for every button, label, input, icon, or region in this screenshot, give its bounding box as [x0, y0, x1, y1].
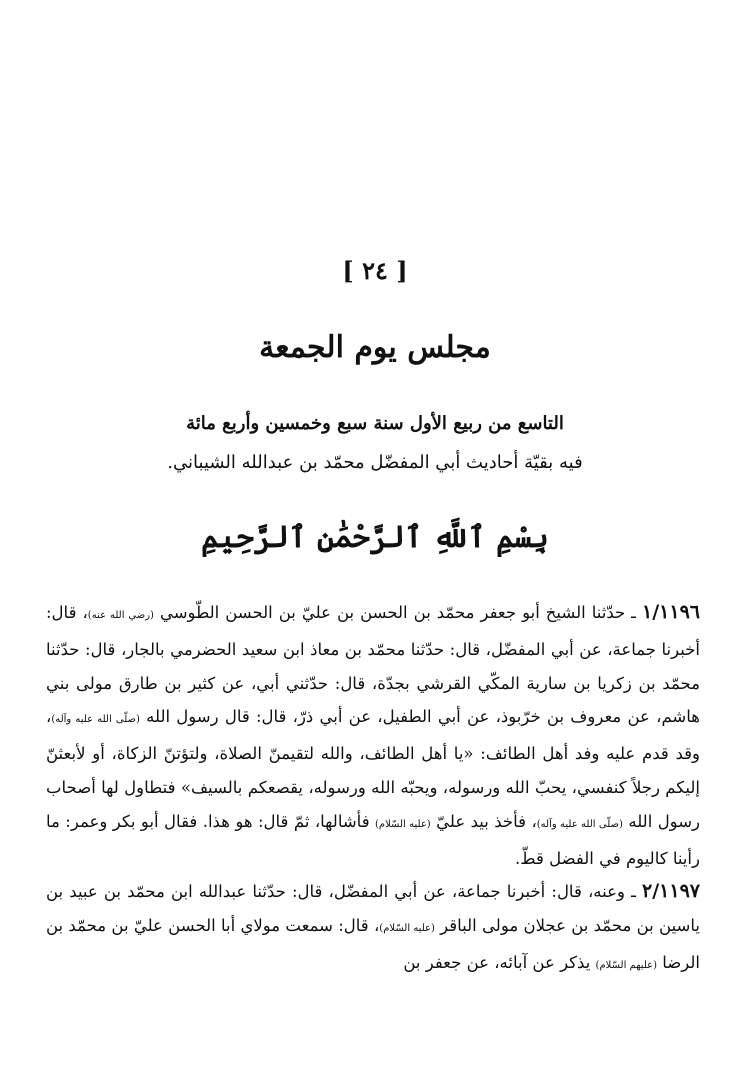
hadith-number: ١/١١٩٦ — [642, 601, 700, 623]
honorific: (رضي الله عنه) — [87, 610, 154, 621]
honorific: (صلّى الله عليه وآله) — [536, 818, 623, 830]
hadith-text: ، قال: سمعت مولاي أبا الحسن عليّ بن محمّد بن الرضا — [46, 916, 700, 972]
honorific: (عليه السّلام) — [379, 923, 435, 935]
hadith-text: فأشالها، ثمّ قال: هو هذا. فقال أبو بكر وعمر: ما رأينا كاليوم في الفضل قطّ. — [46, 811, 700, 868]
majlis-subtitle: فيه بقيّة أحاديث أبي المفضّل محمّد بن عبدالله الشيباني. — [167, 452, 583, 473]
honorific: (عليه السّلام) — [375, 818, 431, 830]
hadith-paragraph — [46, 875, 700, 982]
hadith-text: ، وقد قدم عليه وفد أهل الطائف: «يا أهل الطائف، والله لتقيمنّ الصلاة، ولتؤتنّ الزكاة، أو لأبعثنّ إليكم رجلاً كنفسي، يحبّ الله ورسوله، ويحبّه الله ورسوله، يقصعكم بالسيف» فتطاول لها أصحاب رسول الله — [46, 707, 700, 831]
hadith-text: ـ حدّثنا الشيخ أبو جعفر محمّد بن الحسن بن عليّ بن الحسن الطّوسي — [153, 603, 643, 622]
hadith-number: ٢/١١٩٧ — [642, 880, 700, 903]
date-line: التاسع من ربيع الأول سنة سبع وخمسين وأربع مائة — [186, 413, 564, 434]
honorific: (عليهم السّلام) — [595, 959, 657, 971]
document-body — [46, 596, 700, 983]
hadith-text: ـ وعنه، قال: أخبرنا جماعة، عن أبي المفضّل، قال: حدّثنا عبدالله ابن محمّد بن عبيد بن ياسين بن محمّد بن عجلان مولى الباقر — [46, 882, 700, 936]
hadith-text: ، فأخذ بيد عليّ — [430, 811, 537, 831]
hadith-text: ، قال: أخبرنا جماعة، عن أبي المفضّل، قال: حدّثنا محمّد بن معاذ ابن سعيد الحضرمي بالجار، قال: حدّثنا محمّد بن زكريا بن سارية المكّي القرشي بجدّة، قال: حدّثني أبي، عن كثير بن طارق مولى بني هاشم، عن معروف بن خرّبوذ، عن أبي الطفيل، عن أبي ذرّ، قال: قال رسول الله — [46, 603, 700, 727]
majlis-title: مجلس يوم الجمعة — [259, 330, 491, 365]
basmala: بِسْمِ ٱللَّهِ ٱلرَّحْمَٰنِ ٱلرَّحِيمِ — [201, 520, 549, 555]
hadith-paragraph — [46, 596, 700, 875]
honorific: (صلّى الله عليه وآله) — [51, 714, 140, 726]
majlis-number: [ ٢٤ ] — [342, 256, 408, 285]
hadith-text: يذكر عن آبائه، عن جعفر بن — [403, 952, 596, 972]
